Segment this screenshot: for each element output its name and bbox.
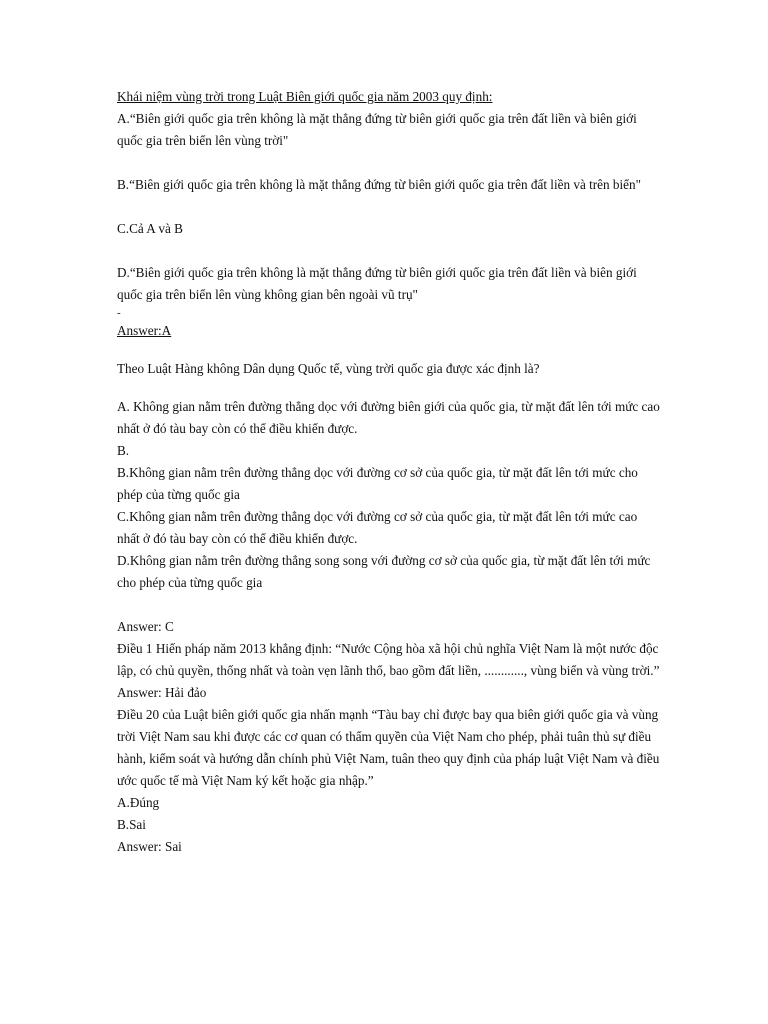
question-2-option-a: A. Không gian nằm trên đường thẳng dọc với đường biên giới của quốc gia, từ mặt đất lên tới mức cao nhất ở đó tàu bay còn có thể điều khiển được.: [117, 399, 660, 436]
document-content: [117, 86, 662, 858]
question-1-title: Khái niệm vùng trời trong Luật Biên giới quốc gia năm 2003 quy định:: [117, 89, 493, 104]
question-2-option-b-short: B.: [117, 443, 130, 458]
question-1-option-b: B.“Biên giới quốc gia trên không là mặt thẳng đứng từ biên giới quốc gia trên đất liền và trên biển": [117, 177, 642, 192]
question-1-dash: -: [117, 307, 121, 319]
question-3-text: Điều 1 Hiến pháp năm 2013 khẳng định: “Nước Cộng hòa xã hội chủ nghĩa Việt Nam là một nước độc lập, có chủ quyền, thống nhất và toàn vẹn lãnh thổ, bao gồm đất liền, ............, vùng biển và vùng trời.”: [117, 641, 660, 678]
question-2-title: Theo Luật Hàng không Dân dụng Quốc tế, vùng trời quốc gia được xác định là?: [117, 361, 540, 376]
question-4-answer: Answer: Sai: [117, 839, 182, 854]
question-2-option-c: C.Không gian nằm trên đường thẳng dọc với đường cơ sở của quốc gia, từ mặt đất lên tới mức cao nhất ở đó tàu bay còn có thể điều khiển được.: [117, 509, 638, 546]
question-4-text: Điều 20 của Luật biên giới quốc gia nhấn mạnh “Tàu bay chỉ được bay qua biên giới quốc gia và vùng trời Việt Nam sau khi được các cơ quan có thẩm quyền của Việt Nam cho phép, phải tuân thủ sự điều hành, kiểm soát và hướng dẫn chính phủ Việt Nam, tuân theo quy định của pháp luật Việt Nam và điều ước quốc tế mà Việt Nam ký kết hoặc gia nhập.”: [117, 707, 660, 788]
question-1-answer: Answer:A: [117, 323, 172, 338]
question-1-option-d: D.“Biên giới quốc gia trên không là mặt thẳng đứng từ biên giới quốc gia trên đất liền và biên giới quốc gia trên biển lên vùng không gian bên ngoài vũ trụ": [117, 265, 637, 302]
question-2-option-b: B.Không gian nằm trên đường thẳng dọc với đường cơ sở của quốc gia, từ mặt đất lên tới mức cho phép của từng quốc gia: [117, 465, 638, 502]
question-2-answer: Answer: C: [117, 619, 174, 634]
question-4-option-a: A.Đúng: [117, 795, 160, 810]
question-1-option-c: C.Cả A và B: [117, 221, 183, 236]
question-4-option-b: B.Sai: [117, 817, 146, 832]
question-2-option-d: D.Không gian nằm trên đường thẳng song song với đường cơ sở của quốc gia, từ mặt đất lên tới mức cho phép của từng quốc gia: [117, 553, 651, 590]
question-3-answer: Answer: Hải đảo: [117, 685, 207, 700]
question-1-option-a: A.“Biên giới quốc gia trên không là mặt thẳng đứng từ biên giới quốc gia trên đất liền và biên giới quốc gia trên biển lên vùng trời": [117, 111, 637, 148]
